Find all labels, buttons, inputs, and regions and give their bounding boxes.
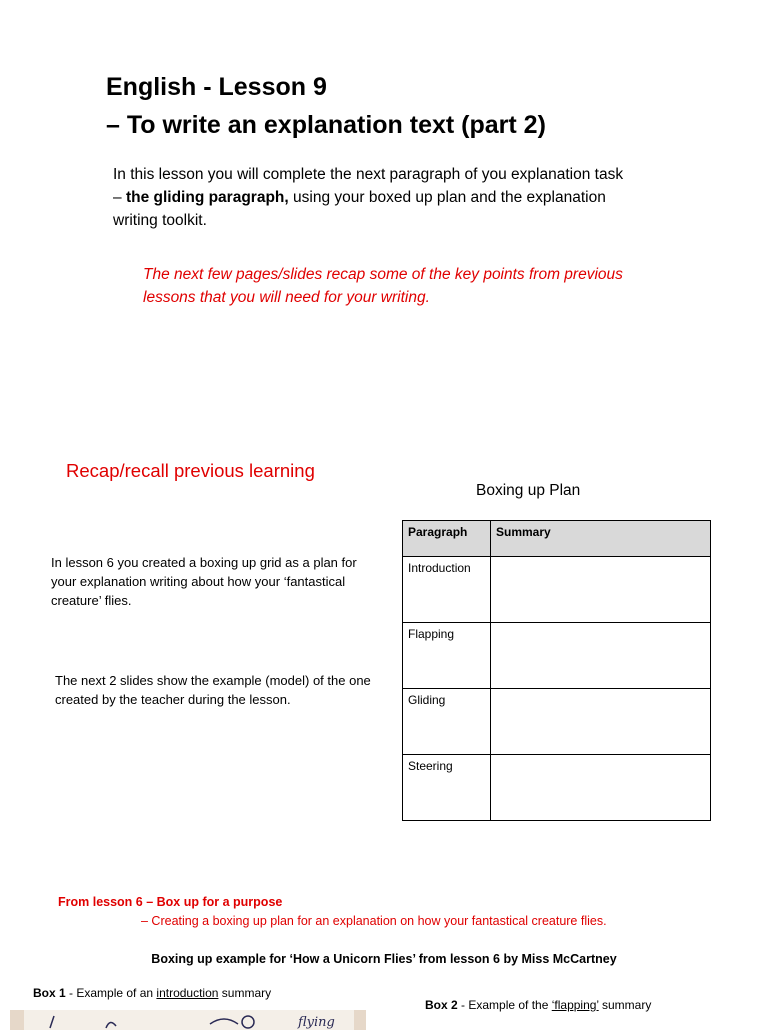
boxing-up-plan-table [402, 520, 711, 821]
from-lesson6-heading: From lesson 6 – Box up for a purpose [58, 895, 283, 909]
box1-pre: - Example of an [65, 986, 157, 1000]
row-label-introduction: Introduction [403, 557, 491, 623]
box1-caption [33, 986, 271, 1000]
boxing-example-heading: Boxing up example for ‘How a Unicorn Flies’ from lesson 6 by Miss McCartney [151, 952, 617, 966]
summary-cell [491, 689, 711, 755]
row-label-steering: Steering [403, 755, 491, 821]
creating-plan-text: – Creating a boxing up plan for an explanation on how your fantastical creature flies. [141, 914, 607, 928]
lesson-intro [113, 163, 633, 232]
recap-note: The next few pages/slides recap some of the key points from previous lessons that you will need for your writing. [143, 266, 623, 306]
recap-heading: Recap/recall previous learning [66, 460, 315, 481]
photo-sketch [10, 1010, 366, 1030]
intro-bold-paragraph: the gliding paragraph, [125, 189, 289, 206]
lesson6-description: In lesson 6 you created a boxing up grid as a plan for your explanation writing about how your ‘fantastical creature’ flies. [51, 555, 357, 608]
photo-handwriting: flying [298, 1015, 335, 1030]
row-label-gliding: Gliding [403, 689, 491, 755]
handwritten-plan-photo [10, 1010, 366, 1030]
header-summary: Summary [491, 521, 711, 557]
box2-label: Box 2 [425, 998, 458, 1012]
title-line-1: English - Lesson 9 [106, 73, 327, 101]
table-row [403, 557, 711, 623]
summary-cell [491, 755, 711, 821]
title-line-2: – To write an explanation text (part 2) [106, 111, 546, 139]
box1-underlined: introduction [156, 986, 219, 1000]
row-label-flapping: Flapping [403, 623, 491, 689]
box2-underlined: ‘flapping’ [551, 998, 599, 1012]
table-header-row [403, 521, 711, 557]
header-paragraph: Paragraph [403, 521, 491, 557]
box2-pre: - Example of the [457, 998, 552, 1012]
lesson-title [106, 68, 546, 144]
summary-cell [491, 623, 711, 689]
summary-cell [491, 557, 711, 623]
table-row [403, 623, 711, 689]
table-row [403, 755, 711, 821]
intro-text-end: using your boxed up plan and the explanation writing toolkit. [113, 189, 606, 229]
boxing-plan-title: Boxing up Plan [476, 482, 581, 499]
box2-caption [425, 998, 651, 1012]
box1-label: Box 1 [33, 986, 66, 1000]
next-slides-description: The next 2 slides show the example (model) of the one created by the teacher during the lesson. [55, 673, 371, 707]
box1-post: summary [218, 986, 272, 1000]
box2-post: summary [598, 998, 652, 1012]
intro-text-start: In this lesson you will complete the next paragraph of you explanation task – [113, 166, 624, 206]
table-row [403, 689, 711, 755]
